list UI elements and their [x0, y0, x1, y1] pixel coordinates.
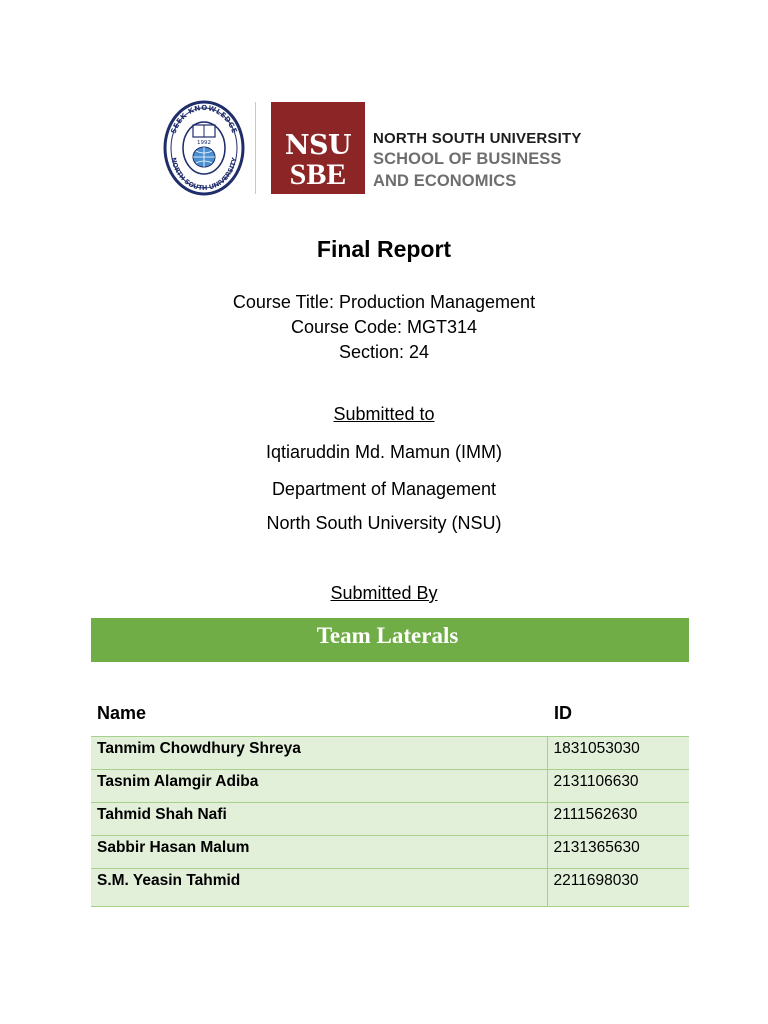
- submitted-by-label: Submitted By: [330, 583, 438, 603]
- member-id: 2131365630: [547, 836, 689, 869]
- university-name: NORTH SOUTH UNIVERSITY: [373, 130, 582, 147]
- seal-text-top: SEEK KNOWLEDGE: [169, 103, 239, 135]
- school-line-2: AND ECONOMICS: [373, 171, 517, 190]
- logo-header: [163, 100, 603, 196]
- member-id: 2111562630: [547, 803, 689, 836]
- member-name: Tasnim Alamgir Adiba: [91, 770, 547, 803]
- instructor-name: Iqtiaruddin Md. Mamun (IMM): [265, 442, 503, 462]
- course-title: Course Title: Production Management: [232, 292, 536, 312]
- member-id: 1831053030: [547, 737, 689, 770]
- member-id: 2211698030: [547, 869, 689, 907]
- table-row: [91, 770, 689, 803]
- team-name-banner: [91, 618, 689, 662]
- report-title: Final Report: [316, 236, 452, 262]
- nsu-university-seal-icon: [163, 100, 245, 196]
- nsu-sbe-logo: [271, 102, 365, 194]
- table-row: [91, 737, 689, 770]
- logo-divider: [255, 102, 256, 194]
- section: Section: 24: [338, 342, 430, 362]
- submitted-to-label: Submitted to: [333, 404, 435, 424]
- school-line-1: SCHOOL OF BUSINESS: [373, 150, 562, 168]
- column-header-name: Name: [97, 703, 147, 723]
- seal-text-bottom: NORTH SOUTH UNIVERSITY: [169, 156, 239, 193]
- column-header-id: ID: [554, 703, 572, 723]
- member-name: S.M. Yeasin Tahmid: [91, 869, 547, 907]
- member-name: Sabbir Hasan Malum: [91, 836, 547, 869]
- team-name: Team Laterals: [316, 623, 459, 648]
- university-full-name: North South University (NSU): [266, 513, 502, 533]
- member-name: Tanmim Chowdhury Shreya: [91, 737, 547, 770]
- logo-line-sbe: SBE: [289, 158, 347, 191]
- course-code: Course Code: MGT314: [290, 317, 478, 337]
- table-row: [91, 869, 689, 907]
- table-row: [91, 803, 689, 836]
- member-id: 2131106630: [547, 770, 689, 803]
- department-name: Department of Management: [271, 479, 497, 499]
- logo-line-nsu: NSU: [284, 130, 352, 161]
- school-name-block: [373, 131, 582, 189]
- seal-year: 1992: [197, 140, 211, 146]
- member-name: Tahmid Shah Nafi: [91, 803, 547, 836]
- members-table: [91, 736, 689, 907]
- table-row: [91, 836, 689, 869]
